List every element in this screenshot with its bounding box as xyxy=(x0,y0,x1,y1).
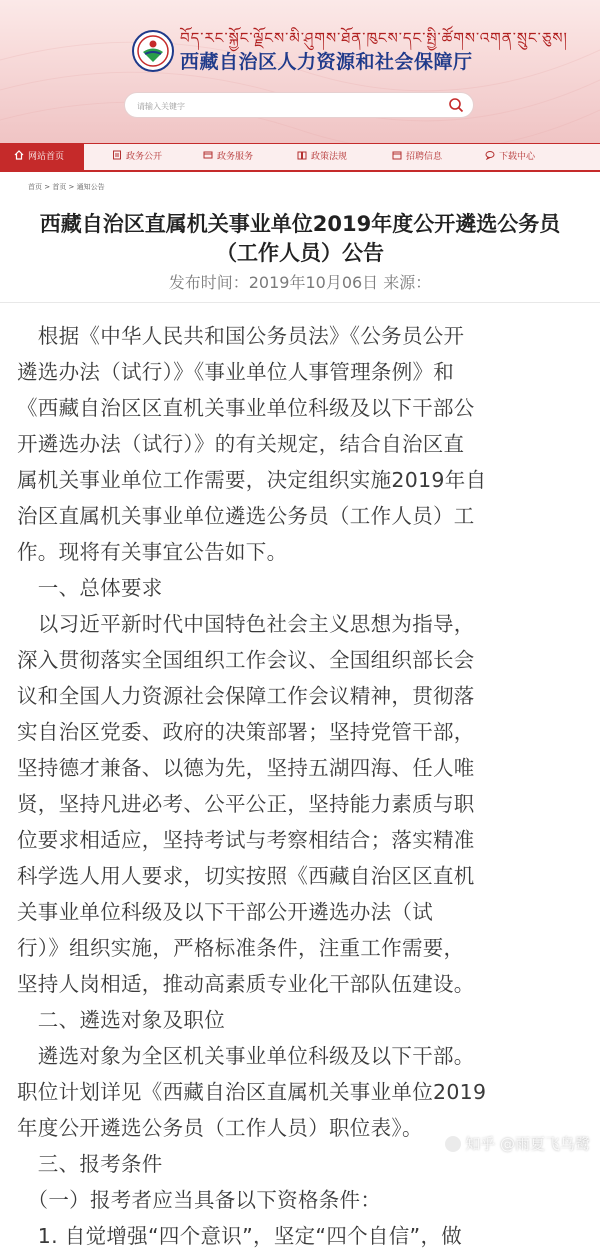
paragraph-line: 遴选对象为全区机关事业单位科级及以下干部。 xyxy=(17,1044,475,1068)
paragraph-line: 行）》组织实施，严格标准条件，注重工作需要， xyxy=(17,936,465,960)
paragraph-line: 坚持人岗相适，推动高素质专业化干部队伍建设。 xyxy=(17,972,475,996)
paragraph-line: 实自治区党委、政府的决策部署；坚持党管干部， xyxy=(17,720,475,744)
avatar xyxy=(445,1136,461,1152)
paragraph-line: 开遴选办法（试行）》的有关规定，结合自治区直 xyxy=(17,432,465,456)
site-title[interactable]: 西藏自治区人力资源和社会保障厅 xyxy=(180,51,473,73)
nav-item-government-affairs[interactable] xyxy=(112,144,162,170)
nav-item-label: 政务公开 xyxy=(126,152,163,162)
section-heading: 二、遴选对象及职位 xyxy=(17,1008,225,1032)
nav-item-label: 下载中心 xyxy=(499,152,536,162)
watermark xyxy=(445,1133,590,1154)
search-box[interactable] xyxy=(124,92,474,118)
paragraph-line: （一）报考者应当具备以下资格条件： xyxy=(17,1188,382,1212)
article-meta: 发布时间：2019年10月06日 来源： xyxy=(168,273,432,292)
paragraph-line: 治区直属机关事业单位遴选公务员（工作人员）工 xyxy=(17,504,475,528)
paragraph-line: 坚持德才兼备、以德为先，坚持五湖四海、任人唯 xyxy=(17,756,475,780)
paragraph-line: 作。现将有关事宜公告如下。 xyxy=(17,540,288,564)
nav-item-label: 政策法规 xyxy=(311,152,348,162)
section-heading: 一、总体要求 xyxy=(17,576,163,600)
paragraph-line: 遴选办法（试行）》《事业单位人事管理条例》和 xyxy=(17,360,455,384)
paragraph-line: 关事业单位科级及以下干部公开遴选办法（试 xyxy=(17,900,433,924)
site-header xyxy=(0,0,600,143)
site-logo-icon[interactable] xyxy=(132,30,174,72)
paragraph-line: 以习近平新时代中国特色社会主义思想为指导， xyxy=(17,612,475,636)
article-title-line: （工作人员）公告 xyxy=(216,241,384,265)
document-icon xyxy=(112,150,122,160)
paragraph-line: 科学选人用人要求，切实按照《西藏自治区区直机 xyxy=(17,864,475,888)
nav-item-downloads[interactable] xyxy=(485,144,535,170)
nav-item-label: 网站首页 xyxy=(28,152,65,162)
divider xyxy=(0,302,600,303)
tibetan-site-title: བོད་རང་སྐྱོང་ལྗོངས་མི་ཤུགས་ཐོན་ཁུངས་དང་སྤྱི་ཚོགས་འགན་སྲུང་ཅུས། xyxy=(180,29,568,47)
paragraph-line: 职位计划详见《西藏自治区直属机关事业单位2019 xyxy=(17,1080,487,1104)
paragraph-line: 深入贯彻落实全国组织工作会议、全国组织部长会 xyxy=(17,648,475,672)
paragraph-line: 议和全国人力资源社会保障工作会议精神，贯彻落 xyxy=(17,684,475,708)
nav-item-label: 招聘信息 xyxy=(406,152,443,162)
watermark-text: 知乎 @雨夏飞鸟鹭 xyxy=(465,1135,590,1153)
chat-icon xyxy=(485,150,495,160)
paragraph-line: 年度公开遴选公务员（工作人员）职位表》。 xyxy=(17,1116,423,1140)
nav-item-label: 政务服务 xyxy=(217,152,254,162)
nav-item-government-services[interactable] xyxy=(203,144,253,170)
paragraph-line: 根据《中华人民共和国公务员法》《公务员公开 xyxy=(17,324,465,348)
paragraph-line: 贤，坚持凡进必考、公平公正，坚持能力素质与职 xyxy=(17,792,475,816)
search-input[interactable] xyxy=(135,97,439,115)
home-icon xyxy=(14,150,24,160)
nav-item-policies[interactable] xyxy=(297,144,347,170)
nav-item-recruitment[interactable] xyxy=(392,144,442,170)
paragraph-line: 属机关事业单位工作需要，决定组织实施2019年自 xyxy=(17,468,487,492)
article-title-line: 西藏自治区直属机关事业单位2019年度公开遴选公务员 xyxy=(39,212,561,236)
paragraph-line: 1. 自觉增强“四个意识”，坚定“四个自信”，做 xyxy=(17,1224,463,1248)
nav-item-home[interactable] xyxy=(0,144,84,170)
search-icon[interactable] xyxy=(447,96,465,114)
paragraph-line: 《西藏自治区区直机关事业单位科级及以下干部公 xyxy=(17,396,475,420)
book-icon xyxy=(297,150,307,160)
service-icon xyxy=(203,150,213,160)
main-nav xyxy=(0,143,600,172)
breadcrumb[interactable]: 首页 > 首页 > 通知公告 xyxy=(28,183,105,191)
calendar-icon xyxy=(392,150,402,160)
section-heading: 三、报考条件 xyxy=(17,1152,163,1176)
article-body xyxy=(0,318,600,1254)
paragraph-line: 位要求相适应，坚持考试与考察相结合；落实精准 xyxy=(17,828,475,852)
article-title xyxy=(0,210,600,268)
